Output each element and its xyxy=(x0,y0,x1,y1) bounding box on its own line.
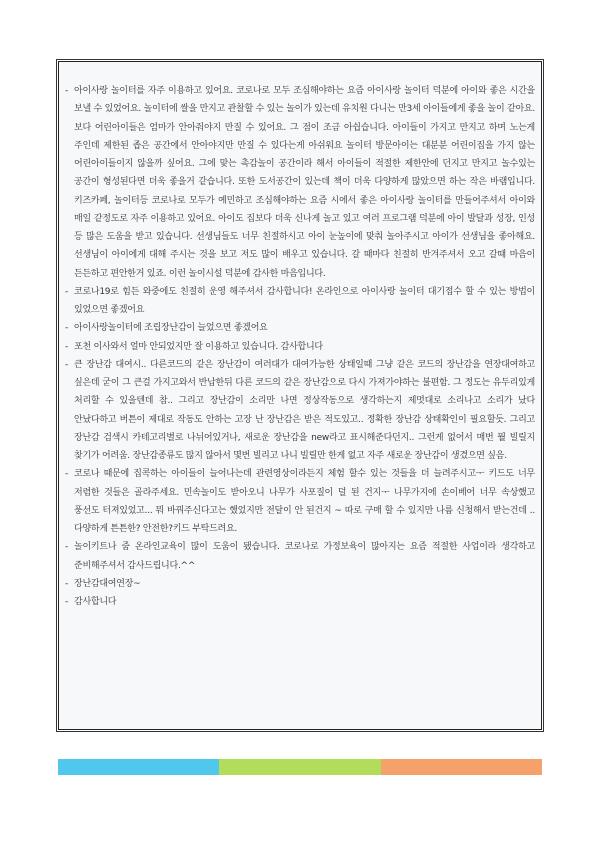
comment-item xyxy=(65,465,535,538)
comment-item xyxy=(65,538,535,575)
comment-item xyxy=(65,82,535,283)
bullet-dash: - xyxy=(65,597,68,607)
comment-text: 코로나 때문에 집콕하는 아이들이 늘어나는데 관련영상이라든지 체험 할수 있는 것들을 더 늘려주시고ᅮ 키드도 너무 저렴한 것들은 골라주세요. 민속놀이도 받아오니 나무가 사포질이 덜 된 건지ᅮ 나무가지에 손이베어 너무 속상했고 풍선도 터져있었고... 뭐 바꿔주신다고는 했었지만 전달이 안 된건지 ~ 따로 구매 할 수 있지만 나름 신청해서 받는건데 .. 다양하게 튼튼한? 안전한?키드 부탁드려요. xyxy=(74,469,535,534)
comment-text: 포천 이사와서 얼마 안되었지만 잘 이용하고 있습니다. 감사합니다 xyxy=(74,341,323,352)
bullet-dash: - xyxy=(65,359,68,370)
comment-item xyxy=(65,575,535,593)
footer-bar-blue xyxy=(58,759,219,775)
comment-text: 놀이키트나 줌 온라인교육이 많이 도움이 됐습니다. 코로나로 가정보육이 많아지는 요즘 적절한 사업이라 생각하고 준비해주셔서 감사드립니다.^^ xyxy=(74,542,535,571)
bullet-dash: - xyxy=(65,286,68,297)
bullet-dash: - xyxy=(65,323,68,334)
comment-item xyxy=(65,338,535,356)
comment-text: 코로나19로 힘든 와중에도 친절히 운영 해주셔서 감사합니다! 온라인으로 아이사랑 놀이터 대기접수 할 수 있는 방법이 있었으면 좋겠어요 xyxy=(74,286,535,315)
footer-color-bar xyxy=(58,759,542,775)
comment-item xyxy=(65,593,535,611)
comment-text: 아이사랑놀이터에 조립장난감이 늘었으면 좋겠어요 xyxy=(74,323,268,334)
comment-list xyxy=(59,62,541,611)
bullet-dash: - xyxy=(65,341,68,352)
footer-bar-green xyxy=(219,759,380,775)
comment-text: 감사합니다 xyxy=(74,597,117,607)
comment-item xyxy=(65,356,535,466)
bullet-dash: - xyxy=(65,86,68,96)
comment-item xyxy=(65,319,535,337)
comment-text: 장난감대여연장~ xyxy=(74,578,141,589)
bullet-dash: - xyxy=(65,469,68,480)
comment-item xyxy=(65,283,535,320)
feedback-box xyxy=(58,61,542,730)
comment-text: 아이사랑 놀이터를 자주 이용하고 있어요. 코로나로 모두 조심해야하는 요즘 아이사랑 놀이터 덕분에 아이와 좋은 시간을 보낼 수 있었어요. 놀이터에 쌀을 만지고 관찰할 수 있는 놀이가 있는데 유치원 다니는 만3세 아이들에게 좋을 놀이 같아요. 보다 어린아이들은 엄마가 안아줘야지 만질 수 있어요. 그 점이 조금 아쉽습니다. 아이들이 가지고 만지고 하며 노는게 주인데 제한된 좁은 공간에서 안아야지만 만질 수 있다는게 아쉬워요 놀이터 방문아이는 대분분 어린이집을 가지 않는 어린아이들이지 않을까 싶어요. 그에 맞는 촉감놀이 공간이라 해서 아이들이 적절한 제한안에 던지고 만지고 놀수있는 공간이 형성된다면 더욱 좋을거 같습니다. 또한 도서공간이 있는데 책이 더욱 다양하게 많았으면 하는 작은 바램입니다. 키즈카페, 놀이터등 코로나로 모두가 예민하고 조심해야하는 요즘 시에서 좋은 아이사랑 놀이터를 만들어주셔서 아이와 매일 같정도로 자주 이용하고 있어요. 아이도 집보다 더욱 신나게 놀고 있고 여러 프로그램 덕분에 아이 발달과 성장, 인성 등 많은 도움을 받고 있습니다. 선생님들도 너무 친절하시고 아이 눈높이에 맞춰 놀아주시고 아이가 선생님을 좋아해요. 선생님이 아이에게 대해 주시는 것을 보고 저도 많이 배우고 있습니다. 갈 때마다 친절히 반겨주셔서 오고 갈때 마음이 든든하고 편안한거 있죠. 이런 놀이시설 덕분에 감사한 마음입니다. xyxy=(74,86,535,279)
footer-bar-orange xyxy=(381,759,542,775)
bullet-dash: - xyxy=(65,578,68,589)
bullet-dash: - xyxy=(65,542,68,553)
comment-text: 큰 장난감 대여시.. 다른코드의 같은 장난감이 여러대가 대여가능한 상태일때 그냥 같은 코드의 장난감을 연장대여하고 싶은데 굳이 그 큰걸 가지고와서 반납한뒤 다른 코드의 같은 장난감으로 다시 가져가야하는 불편함. 그 정도는 유두리있게 처리할 수 있을텐데 참.. 그리고 장난감이 소리만 나면 정상작동으로 생각하는지 제멋대로 소리나고 소리가 났다 안났다하고 버튼이 제대로 작동도 안하는 고장 난 장난감은 받은 적도있고.. 정확한 장난감 상태확인이 필요할듯. 그리고 장난감 검색시 카테고리별로 나뉘어있거나, 새로운 장난감을 new라고 표시해준다던지.. 그런게 없어서 매번 뭘 빌릴지 찾기가 어려움. 장난감종류도 많지 않아서 몇번 빌리고 나니 빌릴만 한게 없고 자주 새로운 장난감이 생겼으면 싶음. xyxy=(74,359,535,461)
